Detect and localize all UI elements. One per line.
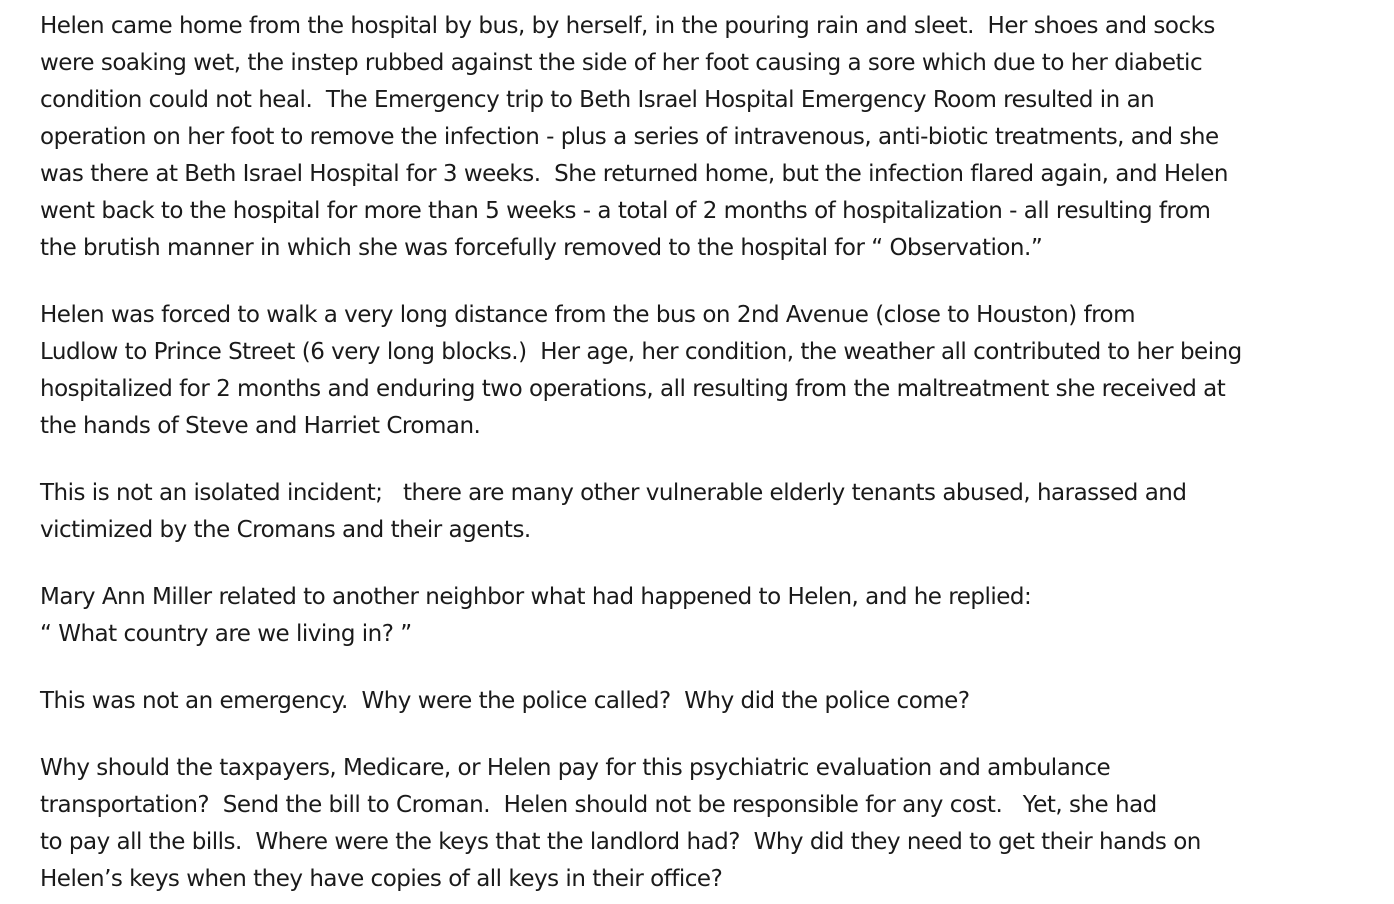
text-line: This is not an isolated incident; there are many other vulnerable elderly tenants abused, harassed and: [40, 480, 1187, 506]
text-line: went back to the hospital for more than 5 weeks - a total of 2 months of hospitalization - all resulting from: [40, 198, 1211, 224]
paragraph-forced-walk: [40, 297, 1380, 445]
paragraph-spacer: [40, 267, 1380, 297]
text-line: Helen’s keys when they have copies of all keys in their office?: [40, 866, 723, 892]
text-line: were soaking wet, the instep rubbed against the side of her foot causing a sore which due to her diabetic: [40, 50, 1203, 76]
text-line: Helen was forced to walk a very long distance from the bus on 2nd Avenue (close to Houston) from: [40, 302, 1136, 328]
paragraph-who-pays: [40, 750, 1380, 898]
text-line: Mary Ann Miller related to another neighbor what had happened to Helen, and he replied:: [40, 584, 1032, 610]
paragraph-hospital-return: [40, 8, 1380, 267]
text-line: transportation? Send the bill to Croman. Helen should not be responsible for any cost. Yet, she had: [40, 792, 1157, 818]
text-line: victimized by the Cromans and their agents.: [40, 517, 531, 543]
paragraph-not-emergency: [40, 683, 1380, 720]
text-line: operation on her foot to remove the infection - plus a series of intravenous, anti-biotic treatments, and she: [40, 124, 1219, 150]
document-body: [40, 8, 1380, 898]
paragraph-spacer: [40, 653, 1380, 683]
text-line: Ludlow to Prince Street (6 very long blocks.) Her age, her condition, the weather all contributed to her being: [40, 339, 1242, 365]
paragraph-spacer: [40, 445, 1380, 475]
text-line: This was not an emergency. Why were the police called? Why did the police come?: [40, 688, 970, 714]
text-line: condition could not heal. The Emergency trip to Beth Israel Hospital Emergency Room resulted in an: [40, 87, 1155, 113]
text-line: the brutish manner in which she was forcefully removed to the hospital for “ Observation.”: [40, 235, 1043, 261]
text-line: the hands of Steve and Harriet Croman.: [40, 413, 481, 439]
paragraph-neighbor-quote: [40, 579, 1380, 653]
text-line: “ What country are we living in? ”: [40, 621, 412, 647]
text-line: was there at Beth Israel Hospital for 3 weeks. She returned home, but the infection flared again, and Helen: [40, 161, 1228, 187]
text-line: Why should the taxpayers, Medicare, or Helen pay for this psychiatric evaluation and ambulance: [40, 755, 1111, 781]
text-line: to pay all the bills. Where were the keys that the landlord had? Why did they need to get their hands on: [40, 829, 1201, 855]
paragraph-not-isolated: [40, 475, 1380, 549]
text-line: hospitalized for 2 months and enduring two operations, all resulting from the maltreatment she received at: [40, 376, 1226, 402]
text-line: Helen came home from the hospital by bus, by herself, in the pouring rain and sleet. Her shoes and socks: [40, 13, 1215, 39]
paragraph-spacer: [40, 549, 1380, 579]
paragraph-spacer: [40, 720, 1380, 750]
